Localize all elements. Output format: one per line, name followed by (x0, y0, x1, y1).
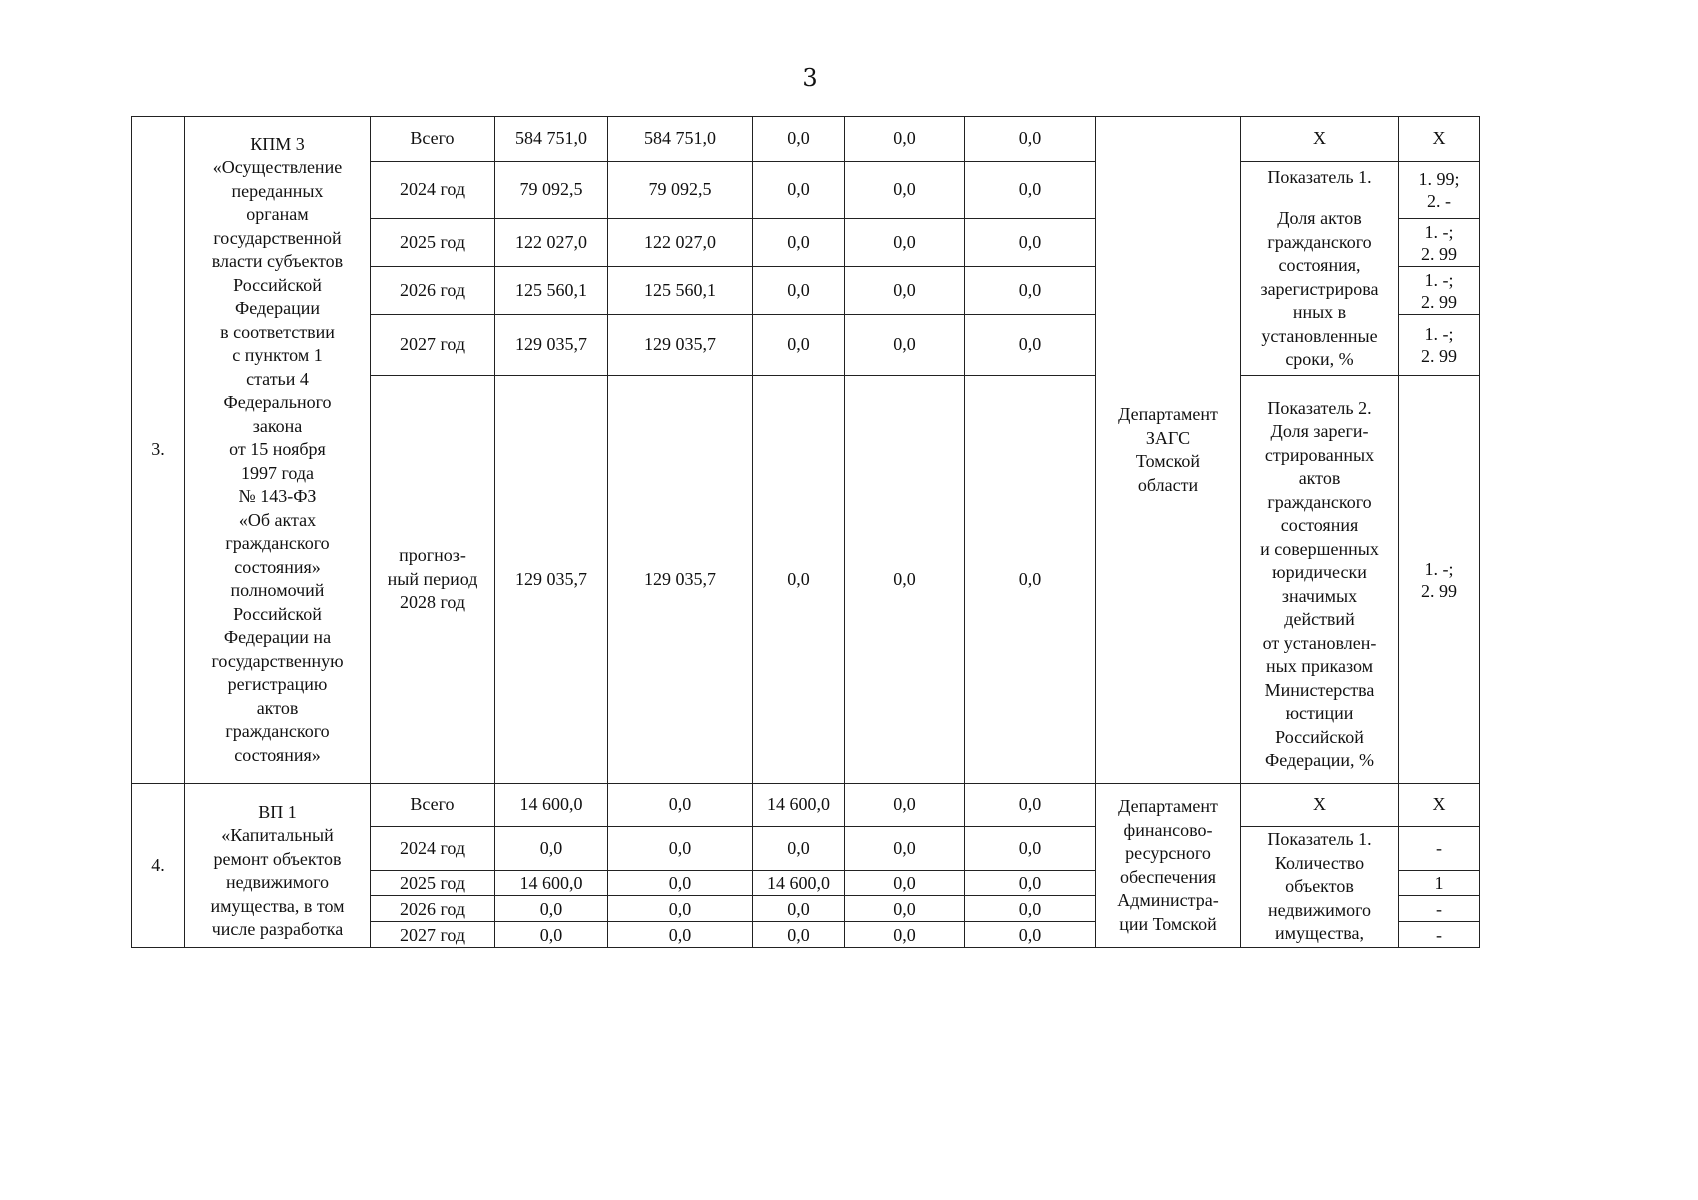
value-cell: 0,0 (608, 827, 753, 871)
value-cell: 0,0 (845, 376, 965, 784)
value-cell: 0,0 (753, 162, 845, 219)
value-cell: 14 600,0 (753, 871, 845, 896)
period-cell: прогноз- ный период 2028 год (371, 376, 495, 784)
target-value: - (1399, 896, 1480, 922)
value-cell: 0,0 (965, 784, 1096, 827)
indicator-x: Х (1241, 784, 1399, 827)
measure-name: КПМ 3 «Осуществление переданных органам государственной власти субъектов Российской Федерации в соответствии с пунктом 1 статьи 4 Федерального закона от 15 ноября 1997 года № 143-ФЗ «Об актах гражданского состояния» полномочий Российской Федерации на государственную регистрацию актов гражданского состояния» (185, 117, 371, 784)
value-cell: 0,0 (845, 315, 965, 376)
value-cell: 0,0 (753, 315, 845, 376)
target-value: 1 (1399, 871, 1480, 896)
value-cell: 0,0 (965, 896, 1096, 922)
value-cell: 0,0 (965, 827, 1096, 871)
value-cell: 14 600,0 (753, 784, 845, 827)
value-cell: 0,0 (608, 871, 753, 896)
period-cell: 2026 год (371, 896, 495, 922)
value-cell: 0,0 (845, 162, 965, 219)
page-number: 3 (802, 64, 818, 92)
value-cell: 0,0 (845, 896, 965, 922)
value-cell: 0,0 (845, 219, 965, 267)
value-cell: 584 751,0 (608, 117, 753, 162)
value-cell: 14 600,0 (495, 784, 608, 827)
period-cell: 2027 год (371, 315, 495, 376)
value-cell: 0,0 (845, 827, 965, 871)
indicator-x: Х (1241, 117, 1399, 162)
value-cell: 122 027,0 (495, 219, 608, 267)
value-cell: 0,0 (965, 162, 1096, 219)
value-cell: 129 035,7 (608, 315, 753, 376)
value-cell: 129 035,7 (495, 376, 608, 784)
period-cell: 2024 год (371, 827, 495, 871)
indicator-1: Показатель 1. Количество объектов недвижимого имущества, (1241, 827, 1399, 948)
value-cell: 0,0 (495, 896, 608, 922)
value-cell: 0,0 (965, 922, 1096, 948)
target-value: - (1399, 922, 1480, 948)
indicator-2: Показатель 2. Доля зареги- стрированных актов гражданского состояния и совершенных юридически значимых действий от установлен- ных приказом Министерства юстиции Российской Федерации, % (1241, 376, 1399, 784)
value-cell: 79 092,5 (608, 162, 753, 219)
value-cell: 0,0 (845, 117, 965, 162)
value-cell: 0,0 (495, 922, 608, 948)
row-number: 4. (132, 784, 185, 948)
value-cell: 0,0 (845, 871, 965, 896)
value-cell: 0,0 (965, 871, 1096, 896)
period-cell: Всего (371, 784, 495, 827)
value-cell: 125 560,1 (495, 267, 608, 315)
value-cell: 0,0 (965, 117, 1096, 162)
period-cell: 2025 год (371, 219, 495, 267)
value-cell: 0,0 (753, 896, 845, 922)
value-cell: 0,0 (845, 784, 965, 827)
table-row (132, 784, 1480, 827)
value-cell: 129 035,7 (495, 315, 608, 376)
target-x: Х (1399, 117, 1480, 162)
program-table (131, 116, 1480, 948)
target-values: 1. -; 2. 99 (1399, 315, 1480, 376)
period-cell: 2025 год (371, 871, 495, 896)
value-cell: 14 600,0 (495, 871, 608, 896)
value-cell: 0,0 (753, 922, 845, 948)
value-cell: 0,0 (608, 896, 753, 922)
value-cell: 584 751,0 (495, 117, 608, 162)
table-row (132, 117, 1480, 162)
indicator-1: Показатель 1. Доля актов гражданского состояния, зарегистрирова нных в установленные сроки, % (1241, 162, 1399, 376)
value-cell: 129 035,7 (608, 376, 753, 784)
value-cell: 0,0 (608, 784, 753, 827)
value-cell: 0,0 (753, 117, 845, 162)
value-cell: 125 560,1 (608, 267, 753, 315)
value-cell: 0,0 (965, 315, 1096, 376)
department: Департамент финансово- ресурсного обеспечения Администра- ции Томской (1096, 784, 1241, 948)
period-cell: 2027 год (371, 922, 495, 948)
period-cell: 2024 год (371, 162, 495, 219)
value-cell: 0,0 (495, 827, 608, 871)
measure-name: ВП 1 «Капитальный ремонт объектов недвижимого имущества, в том числе разработка (185, 784, 371, 948)
target-values: 1. -; 2. 99 (1399, 376, 1480, 784)
period-cell: 2026 год (371, 267, 495, 315)
value-cell: 0,0 (753, 267, 845, 315)
target-x: Х (1399, 784, 1480, 827)
value-cell: 0,0 (753, 827, 845, 871)
row-number: 3. (132, 117, 185, 784)
department: Департамент ЗАГС Томской области (1096, 117, 1241, 784)
target-values: 1. -; 2. 99 (1399, 267, 1480, 315)
value-cell: 0,0 (965, 267, 1096, 315)
value-cell: 79 092,5 (495, 162, 608, 219)
period-cell: Всего (371, 117, 495, 162)
value-cell: 0,0 (753, 219, 845, 267)
value-cell: 122 027,0 (608, 219, 753, 267)
target-values: 1. -; 2. 99 (1399, 219, 1480, 267)
value-cell: 0,0 (753, 376, 845, 784)
target-values: 1. 99; 2. - (1399, 162, 1480, 219)
value-cell: 0,0 (965, 376, 1096, 784)
value-cell: 0,0 (845, 922, 965, 948)
value-cell: 0,0 (845, 267, 965, 315)
target-value: - (1399, 827, 1480, 871)
value-cell: 0,0 (965, 219, 1096, 267)
value-cell: 0,0 (608, 922, 753, 948)
